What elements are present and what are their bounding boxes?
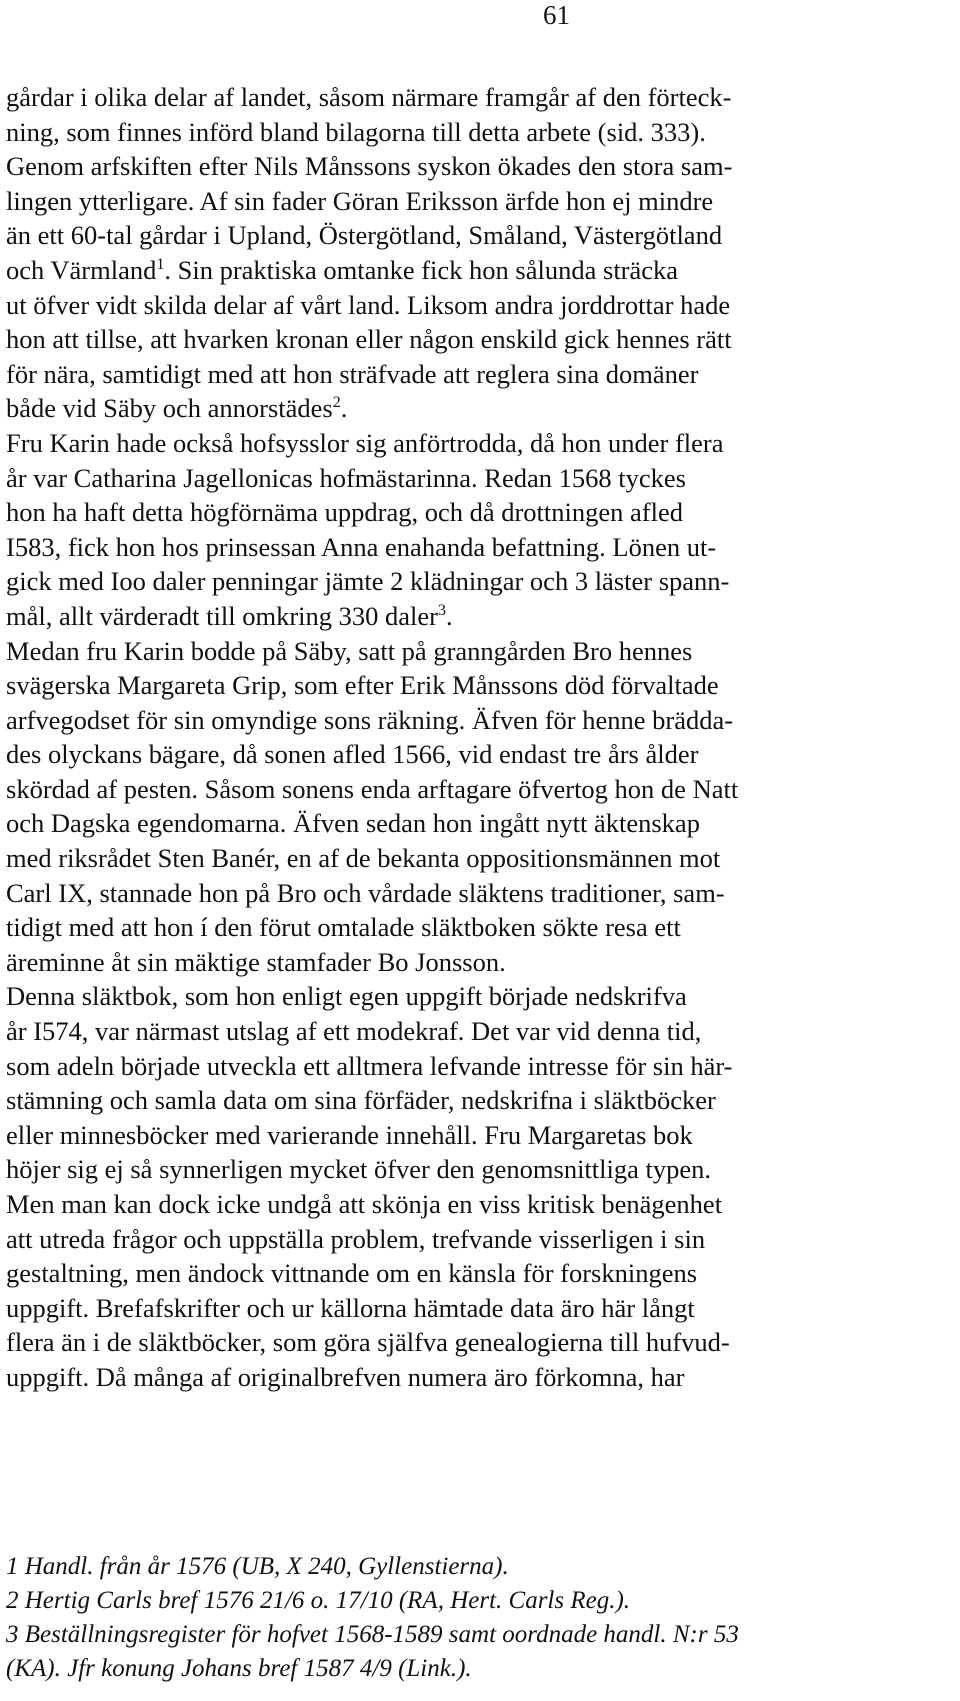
- line-text-continued: .: [340, 393, 348, 424]
- line-text: och Dagska egendomarna. Äfven sedan hon ingått nytt äktenskap: [6, 808, 700, 839]
- line-text: äreminne åt sin mäktige stamfader Bo Jonsson.: [6, 946, 506, 977]
- line-text: des olyckans bägare, då sonen afled 1566, vid endast tre års ålder: [6, 739, 699, 770]
- line-text: Denna släktbok, som hon enligt egen uppgift började nedskrifva: [6, 981, 687, 1012]
- text-line: [6, 703, 946, 738]
- line-text: lingen ytterligare. Af sin fader Göran Eriksson ärfde hon ej mindre: [6, 185, 714, 216]
- text-line: [6, 530, 946, 565]
- text-line: [6, 184, 946, 219]
- text-line: [6, 668, 946, 703]
- text-line: [6, 357, 946, 392]
- text-line: [6, 1083, 946, 1118]
- line-text: med riksrådet Sten Banér, en af de bekanta oppositionsmännen mot: [6, 843, 721, 874]
- text-line: [6, 1049, 946, 1084]
- line-text: Carl IX, stannade hon på Bro och vårdade släktens traditioner, sam-: [6, 877, 725, 908]
- text-line: [6, 1325, 946, 1360]
- line-text: Men man kan dock icke undgå att skönja en viss kritisk benägenhet: [6, 1189, 723, 1219]
- footnote-line: 2 Hertig Carls bref 1576 21/6 o. 17/10 (RA, Hert. Carls Reg.).: [6, 1587, 631, 1614]
- text-line: [6, 910, 946, 945]
- line-text: Fru Karin hade också hofsysslor sig anförtrodda, då hon under flera: [6, 427, 724, 458]
- line-text: att utreda frågor och uppställa problem, trefvande visserligen i sin: [6, 1223, 706, 1254]
- line-text: arfvegodset för sin omyndige sons räkning. Äfven för henne brädda-: [6, 704, 734, 735]
- text-line: [6, 841, 946, 876]
- text-line: [6, 253, 946, 288]
- line-text: år var Catharina Jagellonicas hofmästarinna. Redan 1568 tyckes: [6, 462, 686, 493]
- line-text: ning, som finnes införd bland bilagorna till detta arbete (sid. 333).: [6, 116, 706, 147]
- line-text: Genom arfskiften efter Nils Månssons syskon ökades den stora sam-: [6, 151, 733, 182]
- text-line: [6, 1360, 946, 1395]
- line-text: gestaltning, men ändock vittnande om en känsla för forskningens: [6, 1258, 698, 1289]
- text-line: [6, 426, 946, 461]
- line-text: för nära, samtidigt med att hon sträfvade att reglera sina domäner: [6, 358, 699, 389]
- text-line: [6, 149, 946, 184]
- text-line: [6, 1014, 946, 1049]
- line-text: gick med Ioo daler penningar jämte 2 klädningar och 3 läster spann-: [6, 566, 730, 597]
- line-text: Medan fru Karin bodde på Säby, satt på granngården Bro hennes: [6, 635, 693, 666]
- text-line: [6, 876, 946, 911]
- line-text: ut öfver vidt skilda delar af vårt land. Liksom andra jorddrottar hade: [6, 289, 731, 320]
- line-text: tidigt med att hon í den förut omtalade släktboken sökte resa ett: [6, 912, 681, 943]
- line-text: än ett 60-tal gårdar i Upland, Östergötland, Småland, Västergötland: [6, 220, 723, 251]
- footnote-marker: 3: [437, 601, 446, 619]
- text-line: [6, 979, 946, 1014]
- line-text: uppgift. Då många af originalbrefven numera äro förkomna, har: [6, 1361, 685, 1392]
- text-line: [6, 1187, 946, 1222]
- line-text: flera än i de släktböcker, som göra själfva genealogierna till hufvud-: [6, 1327, 730, 1358]
- line-text-continued: . Sin praktiska omtanke fick hon sålunda sträcka: [164, 254, 679, 285]
- line-text: svägerska Margareta Grip, som efter Erik Månssons död förvaltade: [6, 670, 719, 701]
- page-number: 61: [543, 0, 570, 30]
- line-text: eller minnesböcker med varierande innehåll. Fru Margaretas bok: [6, 1119, 693, 1150]
- line-text: skördad af pesten. Såsom sonens enda arftagare öfvertog hon de Natt: [6, 773, 739, 804]
- text-line: [6, 634, 946, 669]
- text-line: [6, 1152, 946, 1187]
- footnotes: [6, 1550, 946, 1686]
- text-line: [6, 288, 946, 323]
- text-line: [6, 599, 946, 634]
- footnote-marker: 2: [332, 394, 341, 412]
- line-text: hon att tillse, att hvarken kronan eller någon enskild gick hennes rätt: [6, 324, 732, 355]
- footnote-marker: 1: [156, 255, 165, 273]
- text-line: [6, 495, 946, 530]
- text-line: [6, 1118, 946, 1153]
- line-text: både vid Säby och annorstädes: [6, 393, 333, 424]
- line-text: höjer sig ej så synnerligen mycket öfver den genomsnittliga typen.: [6, 1154, 712, 1185]
- text-line: [6, 80, 946, 115]
- text-line: [6, 115, 946, 150]
- text-line: [6, 945, 946, 980]
- body-text: [6, 80, 946, 1395]
- line-text: år I574, var närmast utslag af ett modekraf. Det var vid denna tid,: [6, 1016, 702, 1047]
- text-line: [6, 1291, 946, 1326]
- text-line: [6, 461, 946, 496]
- text-line: [6, 1222, 946, 1257]
- line-text: som adeln började utveckla ett alltmera lefvande intresse för sin här-: [6, 1050, 733, 1081]
- line-text: mål, allt värderadt till omkring 330 daler: [6, 600, 438, 631]
- text-line: [6, 218, 946, 253]
- line-text: stämning och samla data om sina förfäder, nedskrifna i släktböcker: [6, 1085, 716, 1116]
- footnote-line: 3 Beställningsregister för hofvet 1568-1589 samt oordnade handl. N:r 53: [6, 1621, 739, 1648]
- line-text: gårdar i olika delar af landet, såsom närmare framgår af den förteck-: [6, 82, 732, 112]
- text-line: [6, 737, 946, 772]
- text-line: [6, 322, 946, 357]
- footnote-line: (KA). Jfr konung Johans bref 1587 4/9 (Link.).: [6, 1655, 472, 1682]
- footnote-line: 1 Handl. från år 1576 (UB, X 240, Gyllenstierna).: [6, 1553, 509, 1580]
- line-text: I583, fick hon hos prinsessan Anna enahanda befattning. Lönen ut-: [6, 531, 717, 562]
- line-text: uppgift. Brefafskrifter och ur källorna hämtade data äro här långt: [6, 1292, 695, 1323]
- line-text: hon ha haft detta högförnäma uppdrag, och då drottningen afled: [6, 497, 683, 528]
- text-line: [6, 564, 946, 599]
- text-line: [6, 772, 946, 807]
- line-text: och Värmland: [6, 254, 157, 285]
- line-text-continued: .: [445, 600, 453, 631]
- text-line: [6, 1256, 946, 1291]
- text-line: [6, 391, 946, 426]
- text-line: [6, 806, 946, 841]
